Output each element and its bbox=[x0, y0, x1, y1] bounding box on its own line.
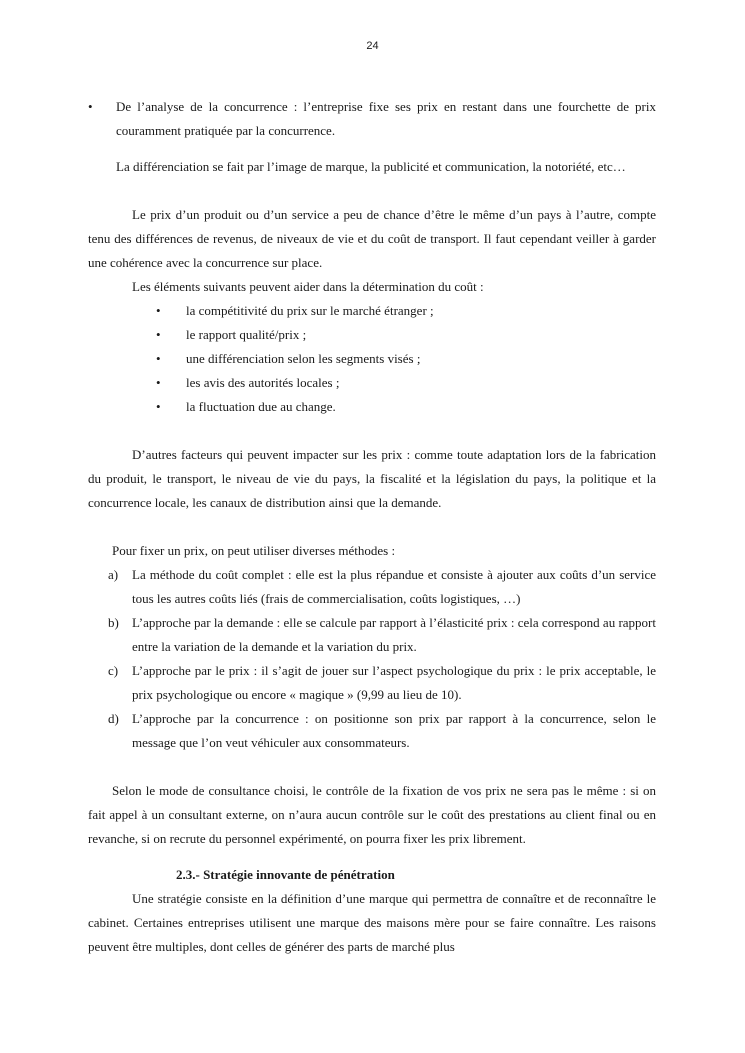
list-item: • le rapport qualité/prix ; bbox=[156, 323, 656, 347]
section-heading: 2.3.- Stratégie innovante de pénétration bbox=[176, 867, 395, 882]
paragraph-prix: Le prix d’un produit ou d’un service a peu de chance d’être le même d’un pays à l’autre, compte tenu des différences de revenus, de niveaux de vie et du coût de transport. Il faut cependant veiller à garder une cohérence avec la concurrence sur place. bbox=[88, 207, 656, 270]
list-item: • une différenciation selon les segments visés ; bbox=[156, 347, 656, 371]
method-letter: c) bbox=[108, 663, 119, 678]
differenciation-line: La différenciation se fait par l’image de marque, la publicité et communication, la notoriété, etc… bbox=[116, 159, 626, 174]
bullet-icon: • bbox=[156, 351, 161, 366]
method-letter: a) bbox=[108, 567, 119, 582]
method-text: L’approche par le prix : il s’agit de jouer sur l’aspect psychologique du prix : le prix acceptable, le prix psychologique ou encore « magique » (9,99 au lieu de 10). bbox=[132, 663, 656, 702]
list-item: • les avis des autorités locales ; bbox=[156, 371, 656, 395]
method-item bbox=[108, 659, 656, 707]
elements-intro: Les éléments suivants peuvent aider dans la détermination du coût : bbox=[132, 279, 484, 294]
document-body bbox=[88, 95, 656, 959]
method-text: La méthode du coût complet : elle est la plus répandue et consiste à ajouter aux coûts d’un service tous les autres coûts liés (frais de commercialisation, coûts logistiques, …) bbox=[132, 567, 656, 606]
paragraph-strategie: Une stratégie consiste en la définition d’une marque qui permettra de connaître et de reconnaître le cabinet. Certaines entreprises utilisent une marque des maisons mère pour se faire connaître. Les raisons peuvent être multiples, dont celles de générer des parts de marché plus bbox=[88, 891, 656, 954]
method-letter: d) bbox=[108, 711, 119, 726]
paragraph-consultance: Selon le mode de consultance choisi, le contrôle de la fixation de vos prix ne sera pas le même : si on fait appel à un consultant externe, on n’aura aucun contrôle sur le coût des prestations au client final ou en revanche, si on recrute du personnel expérimenté, on pourra fixer les prix librement. bbox=[88, 783, 656, 846]
method-text: L’approche par la concurrence : on positionne son prix par rapport à la concurrence, selon le message que l’on veut véhiculer aux consommateurs. bbox=[132, 711, 656, 750]
page-number: 24 bbox=[366, 40, 379, 52]
methods-intro: Pour fixer un prix, on peut utiliser diverses méthodes : bbox=[112, 543, 396, 558]
method-text: L’approche par la demande : elle se calcule par rapport à l’élasticité prix : cela correspond au rapport entre la variation de la demande et la variation du prix. bbox=[132, 615, 656, 654]
bullet-icon: • bbox=[156, 375, 161, 390]
method-item bbox=[108, 707, 656, 755]
bullet-icon: • bbox=[156, 399, 161, 414]
list-item: • la fluctuation due au change. bbox=[156, 395, 656, 419]
methods-list bbox=[88, 563, 656, 755]
intro-bullet-item bbox=[88, 95, 656, 143]
method-letter: b) bbox=[108, 615, 119, 630]
bullet-icon: • bbox=[156, 303, 161, 318]
method-item bbox=[108, 611, 656, 659]
intro-bullet-text: De l’analyse de la concurrence : l’entreprise fixe ses prix en restant dans une fourchette de prix couramment pratiquée par la concurrence. bbox=[116, 99, 656, 138]
elements-list bbox=[88, 299, 656, 419]
method-item bbox=[108, 563, 656, 611]
bullet-icon: • bbox=[156, 327, 161, 342]
paragraph-facteurs: D’autres facteurs qui peuvent impacter sur les prix : comme toute adaptation lors de la fabrication du produit, le transport, le niveau de vie du pays, la fiscalité et la législation du pays, la politique et la concurrence locale, les canaux de distribution ainsi que la demande. bbox=[88, 447, 656, 510]
list-item: • la compétitivité du prix sur le marché étranger ; bbox=[156, 299, 656, 323]
bullet-icon: • bbox=[88, 99, 93, 114]
